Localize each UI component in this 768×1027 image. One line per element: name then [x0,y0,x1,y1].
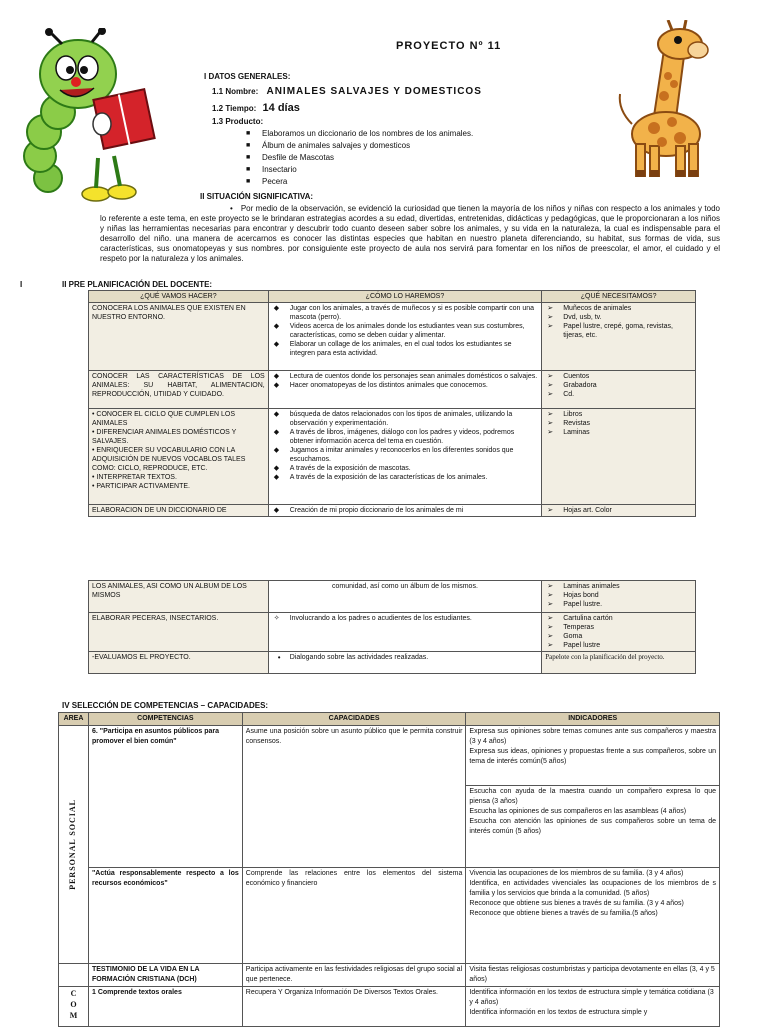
list-item: ◆ Hacer onomatopeyas de los distintos animales que conocemos. [272,381,539,390]
column-header: ¿QUÉ NECESITAMOS? [542,291,696,303]
list-item: ■ Pecera [246,176,576,188]
competencias-heading: IV SELECCIÓN DE COMPETENCIAS – CAPACIDADES: [62,701,269,710]
list-item: ■ Álbum de animales salvajes y domesticos [246,140,576,152]
necesitamos-cell [542,505,696,517]
list-item: ◆ búsqueda de datos relacionados con los tipos de animales, utilizando la observación y experimentación. [272,410,539,428]
list-item: ➢ Temperas [545,623,692,632]
list-item: ✧ Involucrando a los padres o acudientes de los estudiantes. [272,614,539,623]
list-item: ➢ Laminas [545,428,692,437]
list-item: ➢ Papel lustre, crepé, goma, revistas, tijeras, etc. [545,322,692,340]
list-item: ➢ Cd. [545,390,692,399]
pre-planificacion-heading: II PRE PLANIFICACIÓN DEL DOCENTE: [62,280,213,289]
como-cell [268,303,542,371]
table-row [89,409,696,505]
column-header: ¿QUÉ VAMOS HACER? [89,291,269,303]
list-item: ◆ Elaborar un collage de los animales, en el cual todos los estudiantes se integren para esta actividad. [272,340,539,358]
list-item: ◆ Creación de mi propio diccionario de los animales de mi [272,506,539,515]
producto-label: 1.3 Producto: [212,117,264,126]
hacer-cell: -EVALUAMOS EL PROYECTO. [89,652,269,674]
indicador-cell: Expresa sus opiniones sobre temas comunes ante sus compañeros y maestra (3 y 4 años) Expresa sus ideas, opiniones y propuestas frente a sus compañeros, sobre un tema de interés común(5 años) [466,726,720,786]
list-item: ➢ Revistas [545,419,692,428]
table-row [89,652,696,674]
indicador-cell: Visita fiestas religiosas costumbristas y participa devotamente en ellas (3, 4 y 5 años) [466,964,720,987]
hacer-cell: CONOCERA LOS ANIMALES QUE EXISTEN EN NUESTRO ENTORNO. [89,303,269,371]
necesitamos-cell [542,409,696,505]
list-item: ➢ Libros [545,410,692,419]
table-row [59,987,720,1027]
competencia-cell: 6. "Participa en asuntos públicos para promover el bien común" [88,726,242,868]
necesitamos-cell [542,613,696,652]
list-item: ◆ A través de la exposición de mascotas. [272,464,539,473]
project-title: PROYECTO Nº 11 [396,40,502,52]
area-cell [59,726,89,964]
nombre-label: 1.1 Nombre: [212,87,259,96]
column-header: ¿CÓMO LO HAREMOS? [268,291,542,303]
list-item: ➢ Papel lustre. [545,600,692,609]
worm-reading-book-illustration [18,28,158,206]
como-cell [268,409,542,505]
como-cell [268,505,542,517]
table-row [59,868,720,964]
list-item: ➢ Papel lustre [545,641,692,650]
list-item: ◆ Jugar con los animales, a través de muñecos y si es posible compartir con una mascota (perro). [272,304,539,322]
necesitamos-cell [542,581,696,613]
table-row [89,303,696,371]
giraffe-illustration [606,20,718,180]
competencia-cell: 1 Comprende textos orales [88,987,242,1027]
list-item: ◆ Videos acerca de los animales donde los estudiantes vean sus costumbres, características, como se deben cuidar y alimentar. [272,322,539,340]
pre-planificacion-table-continued [88,580,696,674]
hacer-cell: ELABORACION DE UN DICCIONARIO DE [89,505,269,517]
hacer-cell: CONOCER LAS CARACTERÍSTICAS DE LOS ANIMALES: SU HABITAT, ALIMENTACION, REPRODUCCIÓN, UTIIDAD Y CUIDADO. [89,371,269,409]
competencias-table [58,712,720,1027]
productos-list [246,128,576,188]
como-cell [268,613,542,652]
hacer-cell: • CONOCER EL CICLO QUE CUMPLEN LOS ANIMALES • DIFERENCIAR ANIMALES DOMÉSTICOS Y SALVAJES. • ENRIQUECER SU VOCABULARIO CON LA ADQUISICIÓN DE NUEVOS VOCABLOS TALES COMO: CICLO, REPRODUCE, ETC. • INTERPRETAR TEXTOS. • PARTICIPAR ACTIVAMENTE. [89,409,269,505]
table-row [59,964,720,987]
column-header: CAPACIDADES [242,713,466,726]
competencia-cell: "Actúa responsablemente respecto a los recursos económicos" [88,868,242,964]
necesitamos-cell [542,371,696,409]
tiempo-line [212,102,300,114]
competencia-cell: TESTIMONIO DE LA VIDA EN LA FORMACIÓN CRISTIANA (DCH) [88,964,242,987]
situacion-text: Por medio de la observación, se evidenció la curiosidad que tienen la mayoría de los niños y niñas con respecto a los animales y todo lo referente a este tema, en este proyecto se le brindaran estrategias acordes a su edad, divertidas, entretenidas, didácticas y pedagógicas, que le proporcionaran a los niños y niñas las herramientas necesarias para encontrar y descubrir todo cuanto deseen saber sobre los animales, y su vida en la naturaleza, la cual es indispensable para el desarrollo del niño. una manera de acercarnos es conocer las distintas especies que habitan en nuestro planeta diferenciando, su habitat, sus formas de vida, sus características, sus onomatopeyas y sus nombres. por consiguiente este proyecto de aula nos servirá para fomentar en los niños de preescolar, el amor, el cuidado y el respeto por la naturaleza y los animales. [100,204,720,263]
capacidad-cell: Participa activamente en las festividades religiosas del grupo social al que pertenece. [242,964,466,987]
column-header: INDICADORES [466,713,720,726]
list-item: ◆ A través de libros, imágenes, diálogo con los padres y videos, podremos obtener información acerca del tema en cuestión. [272,428,539,446]
capacidad-cell: Comprende las relaciones entre los elementos del sistema económico y financiero [242,868,466,964]
situacion-paragraph [100,204,720,264]
table-row [89,613,696,652]
area-cell [59,964,89,987]
como-cell: comunidad, así como un álbum de los mismos. [268,581,542,613]
list-item: ◆ Jugamos a imitar animales y reconocerlos en los diferentes sonidos que escuchamos. [272,446,539,464]
list-item: • Dialogando sobre las actividades realizadas. [272,653,539,662]
pre-planificacion-table [88,290,696,517]
como-cell [268,371,542,409]
list-item: ➢ Cartulina cartón [545,614,692,623]
tiempo-label: 1.2 Tiempo: [212,104,257,113]
list-item: ◆ Lectura de cuentos donde los personajes sean animales domésticos o salvajes. [272,372,539,381]
list-item: ➢ Goma [545,632,692,641]
list-item: ➢ Hojas art. Color [545,506,692,515]
hacer-cell: ELABORAR PECERAS, INSECTARIOS. [89,613,269,652]
list-item: ➢ Dvd, usb, tv. [545,313,692,322]
list-item: ■ Elaboramos un diccionario de los nombres de los animales. [246,128,576,140]
table-row [89,371,696,409]
column-header: COMPETENCIAS [88,713,242,726]
column-header: AREA [59,713,89,726]
list-item: ➢ Hojas bond [545,591,692,600]
necesitamos-cell [542,303,696,371]
indicador-cell: Escucha con ayuda de la maestra cuando un compañero expresa lo que piensa (3 años) Escucha las opiniones de sus compañeros en las asambleas (4 años) Escucha con atención las opiniones de sus compañeros sobre un tema de interés común (5 años) [466,786,720,868]
hacer-cell: LOS ANIMALES, ASI COMO UN ALBUM DE LOS MISMOS [89,581,269,613]
indicador-cell: Identifica información en los textos de estructura simple y temática cotidiana (3 y 4 años) Identifica información en los textos de estructura simple y [466,987,720,1027]
list-item: ➢ Cuentos [545,372,692,381]
table-row [89,581,696,613]
list-item: ➢ Muñecos de animales [545,304,692,313]
nombre-line [212,86,482,97]
necesitamos-cell: Papelote con la planificación del proyecto. [542,652,696,674]
area-personal-social: PERSONAL SOCIAL [68,799,78,890]
list-item: ◆ A través de la exposición de las características de los animales. [272,473,539,482]
section-marker: I [20,280,23,289]
situacion-bullet: • [230,204,233,213]
datos-generales-heading: I DATOS GENERALES: [204,72,291,81]
list-item: ■ Desfile de Mascotas [246,152,576,164]
area-cell: C O M [59,987,89,1027]
como-cell [268,652,542,674]
table-row [59,726,720,786]
indicador-cell: Vivencia las ocupaciones de los miembros de su familia. (3 y 4 años) Identifica, en actividades vivenciales las ocupaciones de los miembros de s familia y los servicios que brinda a la comunidad. (5 años) Reconoce que obtiene sus bienes a través de su familia. (3 y 4 años) Reconoce que obtiene bienes a través de su familia.(5 años) [466,868,720,964]
list-item: ■ Insectario [246,164,576,176]
capacidad-cell: Asume una posición sobre un asunto público que le permita construir consensos. [242,726,466,868]
nombre-value: ANIMALES SALVAJES Y DOMESTICOS [266,86,482,97]
list-item: ➢ Laminas animales [545,582,692,591]
capacidad-cell: Recupera Y Organiza Información De Diversos Textos Orales. [242,987,466,1027]
table-row [89,505,696,517]
list-item: ➢ Grabadora [545,381,692,390]
situacion-heading: II SITUACIÓN SIGNIFICATIVA: [200,192,314,201]
tiempo-value: 14 días [262,102,300,114]
